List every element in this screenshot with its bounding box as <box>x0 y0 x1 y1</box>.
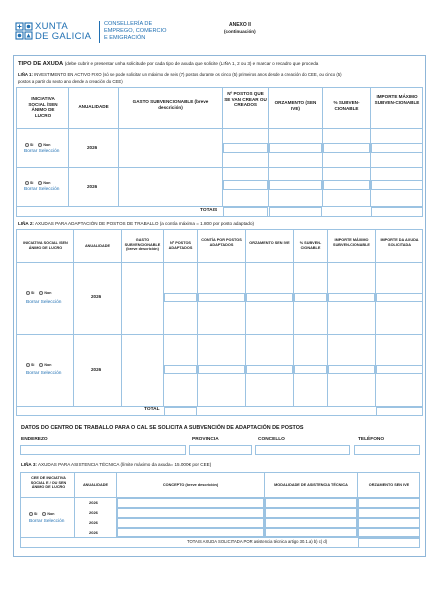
linea2-col-postos: Nº POSTOS ADAPTADOS <box>168 241 193 250</box>
centro-enderezo-input[interactable] <box>20 445 186 455</box>
linea1-row2-clear-link[interactable]: Borrar Selección <box>24 187 60 192</box>
linea2-row1-non-radio[interactable] <box>39 291 43 295</box>
linea2-row2-clear-link[interactable]: Borrar Selección <box>26 371 62 376</box>
linea2-row2-postos-field[interactable] <box>164 365 197 374</box>
linea1-title: LIÑA 1: <box>18 72 33 77</box>
linea2-desc: AXUDAS PARA ADAPTACIÓN DE POSTOS DE TRABALLO (a contía máxima = 1.800 por posto adaptado) <box>34 221 255 226</box>
centro-field-provincia-label: PROVINCIA <box>192 437 219 442</box>
linea2-row1-clear-link[interactable]: Borrar Selección <box>26 300 62 305</box>
linea2-row1-year: 2026 <box>91 294 102 299</box>
linea2-row1-contia-field[interactable] <box>198 293 245 302</box>
linea1-row2-si-radio[interactable] <box>25 181 29 185</box>
linea2-table <box>16 229 423 416</box>
annex-title: ANEXO II <box>229 22 251 28</box>
linea2-row2-radios <box>26 363 51 367</box>
linea2-row2-si-radio[interactable] <box>26 363 30 367</box>
linea2-row1-orzamento-field[interactable] <box>246 293 293 302</box>
linea1-total-importe[interactable] <box>371 207 423 217</box>
dept-line1: CONSELLERÍA DE <box>104 21 153 27</box>
linea1-col-anualidade: ANUALIDADE <box>78 104 109 109</box>
linea3-col-modalidade: MODALIDADE DE ASISTENCIA TÉCNICA <box>274 483 348 487</box>
linea2-col-orzamento: ORZAMENTO SEN IVE <box>249 241 290 245</box>
linea1-desc-line <box>18 73 342 77</box>
org-name-line1: XUNTA <box>35 21 68 32</box>
linea2-row2-year: 2026 <box>91 367 102 372</box>
linea3-desc-line <box>21 463 211 468</box>
linea1-row1-importe-field[interactable] <box>371 143 423 153</box>
centro-field-concello-label: CONCELLO <box>258 437 285 442</box>
linea1-row2-postos-field[interactable] <box>223 180 268 190</box>
linea3-modalidade-4[interactable] <box>265 528 357 537</box>
linea1-row1-radios <box>25 143 50 147</box>
linea2-desc-line <box>18 222 254 227</box>
linea1-row1-postos-field[interactable] <box>223 143 268 153</box>
linea3-col-orzamento: ORZAMENTO SEN IVE <box>368 483 410 487</box>
linea3-year-2: 2026 <box>89 510 98 515</box>
linea2-row2-importe-field[interactable] <box>328 365 375 374</box>
linea2-row1-solicitada-field[interactable] <box>376 293 423 302</box>
linea1-col-postos: Nº POSTOS QUE SE VAN CREAR OU CREADOS <box>224 91 267 108</box>
annex-subtitle: (continuación) <box>224 29 256 34</box>
linea1-row1-clear-link[interactable]: Borrar Selección <box>24 149 60 154</box>
linea1-col-gasto: GASTO SUBVENCIONABLE (breve descrición) <box>132 99 209 110</box>
linea3-row-radios <box>29 512 54 516</box>
linea3-non-label: Non <box>47 512 55 517</box>
linea2-col-solicitada: IMPORTE DA AXUDA SOLICITADA <box>380 238 419 247</box>
linea1-row1-orzamento-field[interactable] <box>269 143 322 153</box>
linea1-total-postos[interactable] <box>223 207 268 217</box>
linea3-total-label: TOTAIS AXUDA SOLICITADA POR asistencia técnica artigo 30.1.a) b) c) d) <box>187 539 328 544</box>
linea1-col-percent: % SUBVEN-CIONABLE <box>333 100 360 111</box>
linea2-col-iniciativa: INICIATIVA SOCIAL /SEN ÁNIMO DE LUCRO <box>23 241 68 250</box>
linea2-row1-si-radio[interactable] <box>26 291 30 295</box>
centro-field-telefono-label: TELÉFONO <box>358 437 385 442</box>
linea3-col-concepto: CONCEPTO (breve descrición) <box>162 483 219 487</box>
linea1-row1-si-label: Si <box>30 143 34 148</box>
tipo-axuda-text: (debe cubrir e presentar unha solicitude por cada tipo de axuda que solicite (LIÑA 1, 2 ou 3) e marcar o recadro que proceda <box>64 61 319 66</box>
tipo-axuda-title: TIPO DE AXUDA <box>18 61 64 67</box>
linea2-row2-non-radio[interactable] <box>39 363 43 367</box>
linea3-si-label: Si <box>34 512 38 517</box>
linea2-row1-si-label: Si <box>31 291 35 296</box>
linea3-title: LIÑA 3: <box>21 462 37 467</box>
header-divider <box>99 21 100 43</box>
linea1-total-label: TOTAIS <box>200 208 218 213</box>
linea3-si-radio[interactable] <box>29 512 33 516</box>
linea1-desc1: INVESTIMENTO EN ACTIVO FIXO (só se pode solicitar un máximo de seis (7) postos durante os cinco (5) primeiros anos desde a creación do CEE, ou cinco (5) <box>34 72 342 77</box>
linea1-total-orzamento[interactable] <box>269 207 322 217</box>
linea2-row2-orzamento-field[interactable] <box>246 365 293 374</box>
linea3-modalidade-3[interactable] <box>265 518 357 528</box>
linea1-col-orzamento: ORZAMENTO (SEN IVE) <box>274 100 317 111</box>
linea2-row2-si-label: Si <box>31 363 35 368</box>
linea2-row1-radios <box>26 291 51 295</box>
centro-concello-input[interactable] <box>255 445 350 455</box>
centro-telefono-input[interactable] <box>354 445 420 455</box>
linea3-concepto-4[interactable] <box>117 528 264 537</box>
linea2-row2-non-label: Non <box>44 363 52 368</box>
xunta-logo <box>15 22 33 41</box>
linea3-concepto-3[interactable] <box>117 518 264 528</box>
linea3-non-radio[interactable] <box>42 512 46 516</box>
linea2-total-postos[interactable] <box>164 407 197 416</box>
linea3-concepto-1[interactable] <box>117 498 264 508</box>
linea3-concepto-2[interactable] <box>117 508 264 518</box>
linea3-orzamento-2[interactable] <box>358 508 420 518</box>
linea2-row2-percent-field[interactable] <box>294 365 327 374</box>
linea3-table <box>20 472 420 548</box>
linea1-col-importe: IMPORTE MÁXIMO SUBVEN-CIONABLE <box>374 94 420 105</box>
linea1-row1-si-radio[interactable] <box>25 143 29 147</box>
linea1-row2-non-radio[interactable] <box>38 181 42 185</box>
linea1-row2-radios <box>25 181 50 185</box>
linea2-row1-importe-field[interactable] <box>328 293 375 302</box>
linea1-row2-orzamento-field[interactable] <box>269 180 322 190</box>
linea1-row1-percent-field[interactable] <box>323 143 370 153</box>
linea3-modalidade-1[interactable] <box>265 498 357 508</box>
linea1-row2-si-label: Si <box>30 181 34 186</box>
dept-line3: E EMIGRACIÓN <box>104 35 146 41</box>
linea3-col-anualidade: ANUALIDADE <box>82 483 109 487</box>
xunta-shield-icon <box>15 22 33 41</box>
linea1-row1-non-label: Non <box>43 143 51 148</box>
linea3-desc: AXUDAS PARA ASISTENCIA TÉCNICA (límite máximo da axuda= 15.000€ por CEE) <box>37 462 212 467</box>
linea2-total-solicitada[interactable] <box>376 407 423 416</box>
centro-provincia-input[interactable] <box>189 445 252 455</box>
linea1-col-iniciativa: INICIATIVA SOCIAL /SEN ÁNIMO DE LUCRO <box>28 96 58 119</box>
linea3-orzamento-4[interactable] <box>358 528 420 537</box>
tipo-axuda-line <box>18 62 318 68</box>
org-name-line2: DE GALICIA <box>35 31 92 42</box>
linea3-year-4: 2026 <box>89 530 98 535</box>
linea2-col-percent: % SUBVEN-CIONABLE <box>299 241 322 250</box>
linea1-row1-non-radio[interactable] <box>38 143 42 147</box>
linea2-total-label: TOTAL <box>144 407 160 412</box>
linea3-year-3: 2026 <box>89 520 98 525</box>
linea3-clear-link[interactable]: Borrar Selección <box>29 519 65 524</box>
linea3-modalidade-2[interactable] <box>265 508 357 518</box>
linea1-desc2: postos a partir do sexto ano dende a creación do CEE) <box>18 79 123 84</box>
linea2-row2-contia-field[interactable] <box>198 365 245 374</box>
linea2-col-anualidade: ANUALIDADE <box>84 244 111 248</box>
linea3-year-1: 2026 <box>89 500 98 505</box>
linea3-col-cee: CEE DE INICIATIVA SOCIAL E / OU SEN ÁNIMO DE LUCRO <box>30 476 67 490</box>
linea1-row2-importe-field[interactable] <box>371 180 423 190</box>
linea2-col-gasto: GASTO SUBVENCIONABLE (breve descrición) <box>124 238 161 252</box>
linea2-row2-solicitada-field[interactable] <box>376 365 423 374</box>
linea3-total-field[interactable] <box>358 538 420 548</box>
linea1-table <box>16 87 423 217</box>
linea2-row1-percent-field[interactable] <box>294 293 327 302</box>
linea3-orzamento-3[interactable] <box>358 518 420 528</box>
linea3-orzamento-1[interactable] <box>358 498 420 508</box>
linea2-title: LIÑA 2: <box>18 221 34 226</box>
centro-title: DATOS DO CENTRO DE TRABALLO PARA O CAL SE SOLICITA A SUBVENCIÓN DE ADAPTACIÓN DE POSTOS <box>21 425 304 431</box>
linea1-row1-gasto-field[interactable] <box>119 129 222 167</box>
linea1-row2-non-label: Non <box>43 181 51 186</box>
linea2-col-importe: IMPORTE MÁXIMO SUBVEN-CIONABLE <box>333 238 370 247</box>
linea2-row1-non-label: Non <box>44 291 52 296</box>
linea2-row1-postos-field[interactable] <box>164 293 197 302</box>
linea1-row1-year: 2026 <box>87 145 98 150</box>
linea1-row2-percent-field[interactable] <box>323 180 370 190</box>
centro-field-enderezo-label: ENDEREZO <box>21 437 48 442</box>
linea1-row2-year: 2026 <box>87 184 98 189</box>
linea2-col-contia: CONTÍA POR POSTOS ADAPTADOS <box>201 238 242 247</box>
dept-line2: EMPREGO, COMERCIO <box>104 28 167 34</box>
